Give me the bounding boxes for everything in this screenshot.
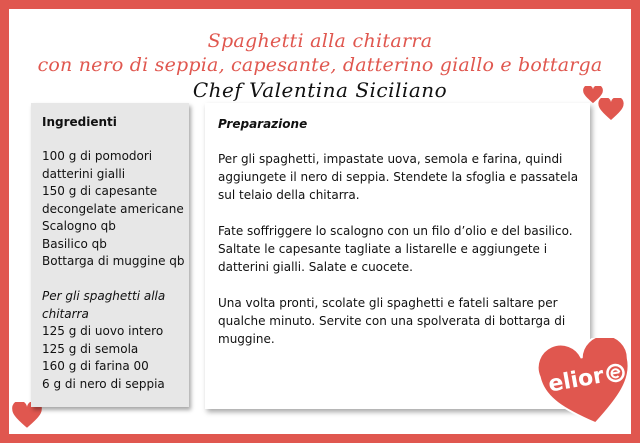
subgroup-heading: chitarra — [42, 306, 89, 321]
list-item: datterini gialli — [42, 166, 126, 181]
heart-icon — [598, 98, 624, 121]
ingredients-panel — [31, 103, 189, 407]
recipe-subtitle: con nero di seppia, capesante, datterino giallo e bottarga — [37, 54, 603, 76]
preparation-text — [218, 150, 580, 366]
paragraph: Per gli spaghetti, impastate uova, semola e farina, quindi aggiungete il nero di seppia. Stendete la sfoglia e passatela sul telaio della chitarra. — [218, 152, 579, 202]
recipe-title: Spaghetti alla chitarra — [207, 30, 433, 52]
list-item: 160 g di farina 00 — [42, 359, 149, 373]
list-item: 100 g di pomodori — [42, 149, 153, 163]
ingredients-list — [42, 148, 187, 393]
paragraph: Fate soffriggere lo scalogno con un filo d’olio e del basilico. Saltate le capesante tagliate a listarelle e aggiungete i datterini gialli. Salate e cuocete. — [218, 224, 573, 274]
preparation-heading: Preparazione — [218, 117, 308, 131]
list-item: 6 g di nero di seppia — [42, 376, 165, 391]
preparation-panel — [205, 103, 590, 409]
list-item: decongelate americane — [42, 201, 184, 216]
list-item: Bottarga di muggine qb — [42, 254, 185, 268]
list-item: Scalogno qb — [42, 219, 116, 233]
list-item: 125 g di semola — [42, 341, 139, 356]
elior-e-icon — [604, 361, 627, 384]
list-item: 150 g di capesante — [42, 184, 158, 198]
list-item: 125 g di uovo intero — [42, 324, 164, 338]
ingredients-heading: Ingredienti — [42, 115, 117, 129]
paragraph: Una volta pronti, scolate gli spaghetti e fateli saltare per qualche minuto. Servite con una spolverata di bottarga di muggine. — [218, 296, 566, 346]
list-item: Basilico qb — [42, 236, 107, 251]
subgroup-heading: Per gli spaghetti alla — [42, 289, 166, 303]
elior-logo: elior — [546, 359, 627, 397]
chef-name: Chef Valentina Siciliano — [192, 78, 448, 102]
